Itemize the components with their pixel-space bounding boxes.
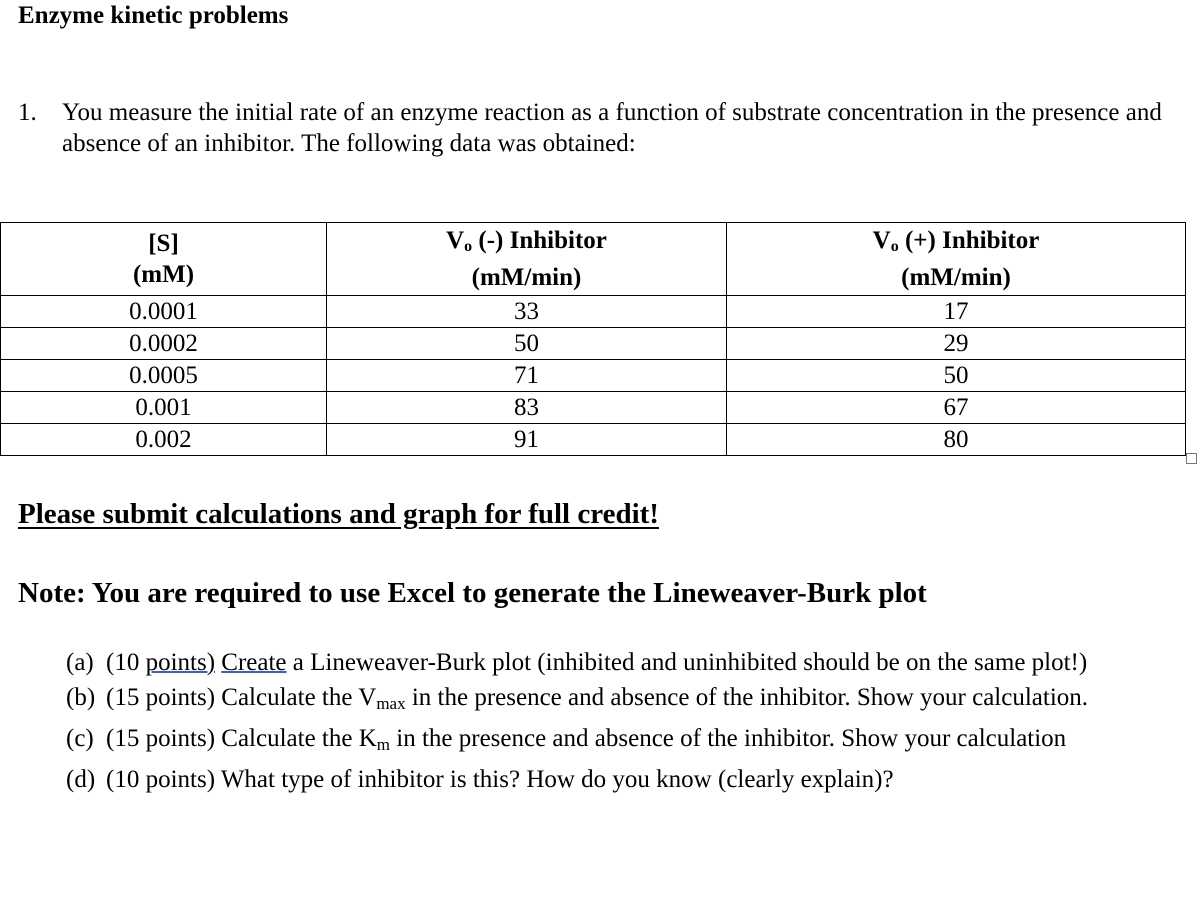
- table-resize-handle[interactable]: [1186, 453, 1197, 464]
- kinetics-data-table: [0, 222, 1186, 456]
- part-b-label: (b): [66, 684, 96, 711]
- header-v-label: (-) Inhibitor: [472, 227, 607, 254]
- part-c-text-start: (15 points) Calculate the K: [106, 725, 377, 752]
- cell-v0-no-inhibitor: 83: [327, 392, 727, 424]
- spellcheck-create: Create: [221, 649, 287, 676]
- cell-v0-with-inhibitor: 50: [727, 360, 1186, 392]
- table-row: [1, 392, 1186, 424]
- header-v0-with-inhibitor: [727, 223, 1186, 296]
- cell-substrate: 0.001: [1, 392, 327, 424]
- km-subscript: m: [376, 735, 390, 754]
- document-title: Enzyme kinetic problems: [18, 2, 289, 29]
- part-b-text-end: in the presence and absence of the inhibitor. Show your calculation.: [405, 684, 1089, 711]
- header-v-subscript: o: [890, 238, 899, 255]
- table-row: [1, 360, 1186, 392]
- header-v-unit: (mM/min): [471, 264, 582, 291]
- vmax-subscript: max: [376, 694, 406, 713]
- part-a-label: (a): [66, 649, 94, 676]
- header-v0-no-inhibitor: [327, 223, 727, 296]
- part-d: [66, 763, 1166, 796]
- cell-v0-with-inhibitor: 67: [727, 392, 1186, 424]
- excel-note: Note: You are required to use Excel to generate the Lineweaver-Burk plot: [18, 577, 927, 609]
- header-v-label: (+) Inhibitor: [898, 227, 1040, 254]
- part-a: [66, 646, 1166, 679]
- part-d-label: (d): [66, 766, 96, 793]
- question-number: 1.: [18, 99, 37, 126]
- part-b-text-start: (15 points) Calculate the V: [106, 684, 377, 711]
- cell-substrate: 0.002: [1, 424, 327, 456]
- cell-v0-with-inhibitor: 29: [727, 328, 1186, 360]
- header-substrate-unit: (mM): [132, 261, 195, 288]
- cell-v0-with-inhibitor: 80: [727, 424, 1186, 456]
- part-c-label: (c): [66, 725, 94, 752]
- table-row: [1, 424, 1186, 456]
- cell-substrate: 0.0002: [1, 328, 327, 360]
- header-substrate: [1, 223, 327, 296]
- header-substrate-line1: [S]: [148, 230, 179, 257]
- spellcheck-points: points): [145, 649, 216, 676]
- question-parts-list: [66, 646, 1166, 798]
- cell-v0-no-inhibitor: 50: [327, 328, 727, 360]
- header-v-symbol: V: [872, 227, 891, 254]
- cell-v0-with-inhibitor: 17: [727, 296, 1186, 328]
- submit-instruction: Please submit calculations and graph for full credit!: [18, 498, 659, 530]
- table-row: [1, 296, 1186, 328]
- table-row: [1, 328, 1186, 360]
- part-c: [66, 722, 1166, 761]
- part-b: [66, 681, 1166, 720]
- header-v-unit: (mM/min): [901, 264, 1011, 291]
- cell-v0-no-inhibitor: 33: [327, 296, 727, 328]
- cell-v0-no-inhibitor: 71: [327, 360, 727, 392]
- table-header-row: [1, 223, 1186, 296]
- header-v-subscript: o: [464, 238, 473, 255]
- cell-substrate: 0.0001: [1, 296, 327, 328]
- cell-substrate: 0.0005: [1, 360, 327, 392]
- header-v-symbol: V: [446, 227, 465, 254]
- part-d-text: (10 points) What type of inhibitor is this? How do you know (clearly explain)?: [106, 766, 894, 793]
- question-text: You measure the initial rate of an enzyme reaction as a function of substrate concentration in the presence and absence of an inhibitor. The following data was obtained:: [62, 99, 1162, 157]
- part-a-text-start: (10: [106, 649, 146, 676]
- cell-v0-no-inhibitor: 91: [327, 424, 727, 456]
- part-a-text-end: a Lineweaver-Burk plot (inhibited and uninhibited should be on the same plot!): [286, 649, 1088, 676]
- part-c-text-end: in the presence and absence of the inhibitor. Show your calculation: [390, 725, 1067, 752]
